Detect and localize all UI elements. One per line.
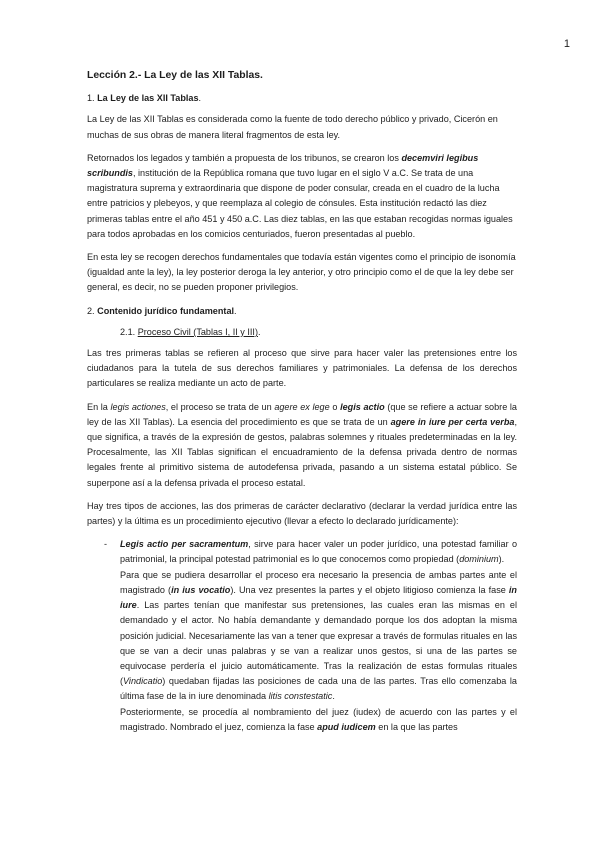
bullet-list — [87, 537, 517, 735]
section-1-heading: 1. La Ley de las XII Tablas. — [87, 93, 202, 104]
bullet-paragraph: Legis actio per sacramentum, sirve para hacer valer un poder jurídico, una potestad familiar o patrimonial, la principal potestad patrimonial es lo que conocemos como propiedad (dominium). — [120, 539, 517, 565]
list-item — [87, 537, 517, 735]
bullet-paragraph: Para que se pudiera desarrollar el proceso era necesario la presencia de ambas partes ante el magistrado (in ius vocatio). Una vez presentes la partes y el objeto litigioso comienza la fase in iure. Las partes tenían que manifestar sus pretensiones, las cuales eran las mismas en el demandado y el actor. No había demandante y demandado porque los dos adoptan la misma posición judicial. Necesariamente las van a tener que expresar a través de formulas rituales en las que se van a decir unas palabras y se van a realizar unos gestos, si una de las partes se equivocase perdería el juicio automáticamente. Tras la realización de estas formulas rituales (Vindicatio) quedaban fijadas las posiciones de cada una de las partes. Tras ello comenzaba la última fase de la in iure denominada litis constestatic. — [120, 569, 517, 702]
section-2-heading: 2. Contenido jurídico fundamental. — [87, 305, 237, 316]
paragraph: Las tres primeras tablas se refieren al proceso que sirve para hacer valer las pretensiones entre los ciudadanos para la tutela de sus derechos familiares y patrimoniales. La defensa de los derechos particulares se realiza mediante un acto de parte. — [87, 348, 517, 389]
bullet-dash: - — [104, 539, 108, 550]
page-number: 1 — [563, 38, 570, 50]
subsection-heading: 2.1. Proceso Civil (Tablas I, II y III). — [120, 326, 261, 337]
paragraph: Retornados los legados y también a propuesta de los tribunos, se crearon los decemviri legibus scribundis, institución de la República romana que tuvo lugar en el siglo V a.C. Se trata de una magistratura suprema y extraordinaria que dispone de poder consular, creada en el cuadro de la lucha entre patricios y plebeyos, y que reemplaza al colegio de cónsules. Esta institución redactó las diez primeras tablas entre el año 451 y 450 a.C. Las diez tablas, en las que estaban recogidas normas iguales para todos aprobadas en los comicios centuriados, fueron presentadas al pueblo. — [87, 152, 513, 239]
paragraph: En la legis actiones, el proceso se trata de un agere ex lege o legis actio (que se refiere a actuar sobre la ley de las XII Tablas). La esencia del procedimiento es que se trata de un agere in iure per certa verba, que significa, a través de la expresión de gestos, palabras solemnes y rituales predeterminadas en la ley. Procesalmente, las XII Tablas significan el encuadramiento de la defensa privada dentro de normas legales frente al primitivo sistema de autodefensa privada, pasando a un sistema estatal público. Se superpone así a la defensa privada el proceso estatal. — [87, 401, 517, 488]
paragraph: En esta ley se recogen derechos fundamentales que todavía están vigentes como el principio de isonomía (igualdad ante la ley), la ley posterior deroga la ley anterior, y otro principio como el de que la ley debe ser general, es decir, no se pueden proponer privilegios. — [87, 252, 516, 293]
document-body — [87, 68, 517, 735]
paragraph: Hay tres tipos de acciones, las dos primeras de carácter declarativo (declarar la verdad jurídica entre las partes) y la última es un procedimiento ejecutivo (llevar a efecto lo declarado jurídicamente): — [87, 500, 517, 527]
lesson-title: Lección 2.- La Ley de las XII Tablas. — [87, 70, 263, 81]
paragraph: La Ley de las XII Tablas es considerada como la fuente de todo derecho público y privado, Cicerón en muchas de sus obras de manera literal fragmentos de esta ley. — [87, 114, 498, 140]
bullet-paragraph: Posteriormente, se procedía al nombramiento del juez (iudex) de acuerdo con las partes y el magistrado. Nombrado el juez, comienza la fase apud iudicem en la que las partes — [120, 706, 517, 732]
